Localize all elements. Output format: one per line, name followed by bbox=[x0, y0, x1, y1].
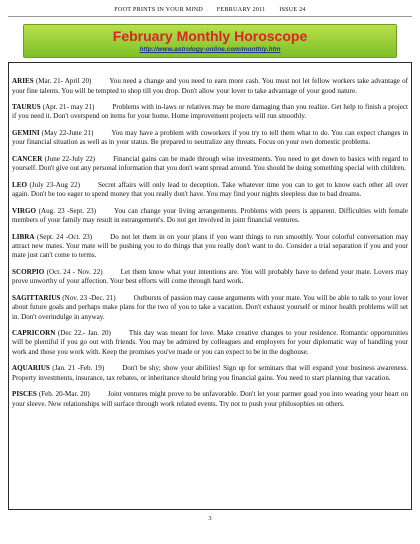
sign-name: SCORPIO bbox=[12, 267, 45, 276]
sign-dates: (Apr. 21- may 21) bbox=[42, 103, 95, 111]
sign-text: Joint ventures might prove to be unfavorable. Don't let your partner goad you into wearing your heart on your sleeve. New relationships will surface through work related events. Try not to push your philosophies on others. bbox=[12, 390, 408, 408]
publication-name: FOOT PRINTS IN YOUR MIND bbox=[114, 6, 203, 13]
sign-dates: (Sept. 24 -Oct. 23) bbox=[36, 232, 93, 241]
sign-dates: (Feb. 20-Mar. 20) bbox=[38, 390, 90, 399]
sign-dates: (Nov. 23 -Dec. 21) bbox=[62, 293, 116, 302]
sign-text: You need a change and you need to earn more cash. You must not let fellow workers take advantage of your fine talents. You will be tempted to shop till you drop. Don't allow your lover to take advantage of your good nature. bbox=[12, 77, 408, 95]
horoscope-banner bbox=[23, 24, 397, 58]
horoscope-list bbox=[12, 70, 408, 415]
sign-name: CANCER bbox=[12, 154, 43, 163]
sign-name: LEO bbox=[12, 180, 27, 189]
sign-text: Financial gains can be made through wise investments. You need to get down to basics with regard to yourself. Don't give out any personal information that you don't want spread around. You should be doing something special with children. bbox=[12, 154, 409, 173]
sign-name: LIBRA bbox=[12, 232, 35, 241]
sign-name: TAURUS bbox=[12, 103, 41, 111]
issue-date: FEBRUARY 2011 bbox=[216, 6, 266, 13]
sign-dates: (Jan. 21 -Feb. 19) bbox=[52, 364, 105, 373]
horoscope-entry-capricorn bbox=[12, 329, 408, 357]
running-header bbox=[0, 6, 420, 13]
horoscope-entry-gemini bbox=[12, 129, 408, 148]
source-link[interactable]: http://www.astrology-online.com/monthly.htm bbox=[139, 46, 281, 53]
sign-name: VIRGO bbox=[12, 206, 37, 215]
sign-text: Secret affairs will only lead to deception. Take whatever time you can to get to know each other all over again. Don't be too eager to spend money that you really don't have. You may find your nights sleepless due to bad dreams. bbox=[12, 180, 408, 199]
sign-name: GEMINI bbox=[12, 128, 40, 137]
header-rule bbox=[8, 16, 412, 17]
horoscope-entry-virgo bbox=[12, 207, 408, 226]
horoscope-entry-leo bbox=[12, 181, 408, 200]
sign-dates: (July 23-Aug 22) bbox=[29, 180, 80, 189]
horoscope-entry-scorpio bbox=[12, 268, 408, 287]
horoscope-entry-libra bbox=[12, 233, 408, 261]
horoscope-entry-aquarius bbox=[12, 364, 408, 383]
sign-text: Let them know what your intentions are. You will probably have to defend your mate. Lovers may prove unworthy of your affection. Your best efforts will come through hard work. bbox=[12, 267, 409, 286]
sign-dates: (Aug. 23 -Sept. 23) bbox=[38, 206, 97, 215]
horoscope-entry-pisces bbox=[12, 390, 408, 409]
horoscope-entry-aries bbox=[12, 77, 408, 96]
sign-name: ARIES bbox=[12, 77, 34, 86]
sign-dates: (Mar. 21- April 20) bbox=[35, 77, 92, 86]
sign-name: PISCES bbox=[12, 390, 37, 399]
sign-text: You may have a problem with coworkers if you try to tell them what to do. You can expect changes in your financial situation as well as in your status. Be prepared to neutralize any threats. Focus on your own domestic problems. bbox=[12, 128, 409, 147]
horoscope-entry-sagittarius bbox=[12, 294, 408, 322]
issue-number: ISSUE 24 bbox=[279, 6, 306, 13]
sign-text: Do not let them in on your plans if you want things to run smoothly. Your colorful conversation may attract new mates. Your mate will be pushing you to do things that you really don't want to do. Consider a trial separation if you and your mate just can't come to terms. bbox=[12, 232, 408, 260]
sign-text: Outbursts of passion may cause arguments with your mate. You will be able to talk to your lover about future goals and perhaps make plans for the two of you to take a vacation. Don't exhaust yourself or minor health problems will set in. Don't overindulge in anyway. bbox=[12, 293, 408, 321]
sign-text: Don't be shy; show your abilities! Sign up for seminars that will expand your business awareness. Property investments, insurance, tax rebates, or inheritance should bring you financial gains. You need to start planning that vacation. bbox=[12, 364, 408, 382]
sign-dates: (June 22-July 22) bbox=[44, 154, 96, 163]
sign-text: You can change your living arrangements. Problems with peers is apparent. Difficulties with female members of your family may result in estrangement's. Do not get involved in joint financial ventures. bbox=[12, 206, 408, 225]
sign-name: AQUARIUS bbox=[12, 364, 50, 373]
sign-dates: (May 22-June 21) bbox=[41, 128, 94, 137]
sign-dates: (Oct. 24 - Nov. 22) bbox=[46, 267, 103, 276]
sign-text: Problems with in-laws or relatives may be more damaging than you realize. Get help to finish a project if you need it. Don't overspend on items for your home. Home improvement projects will run smoothly. bbox=[12, 103, 408, 121]
sign-text: This day was meant for love. Make creative changes to your residence. Romantic opportunities will be plentiful if you go out with friends. You may be admired by colleagues and employers for your diplomatic way of handling your work and those you work with. Keep the promises you've made or you can expect to be in the doghouse. bbox=[12, 329, 408, 356]
banner-title: February Monthly Horoscope bbox=[112, 28, 308, 44]
horoscope-entry-taurus bbox=[12, 103, 408, 122]
sign-name: CAPRICORN bbox=[12, 329, 56, 338]
sign-dates: (Dec 22.- Jan. 20) bbox=[57, 329, 111, 338]
horoscope-entry-cancer bbox=[12, 155, 408, 174]
sign-name: SAGITTARIUS bbox=[12, 293, 61, 302]
page-number: 3 bbox=[208, 515, 212, 522]
